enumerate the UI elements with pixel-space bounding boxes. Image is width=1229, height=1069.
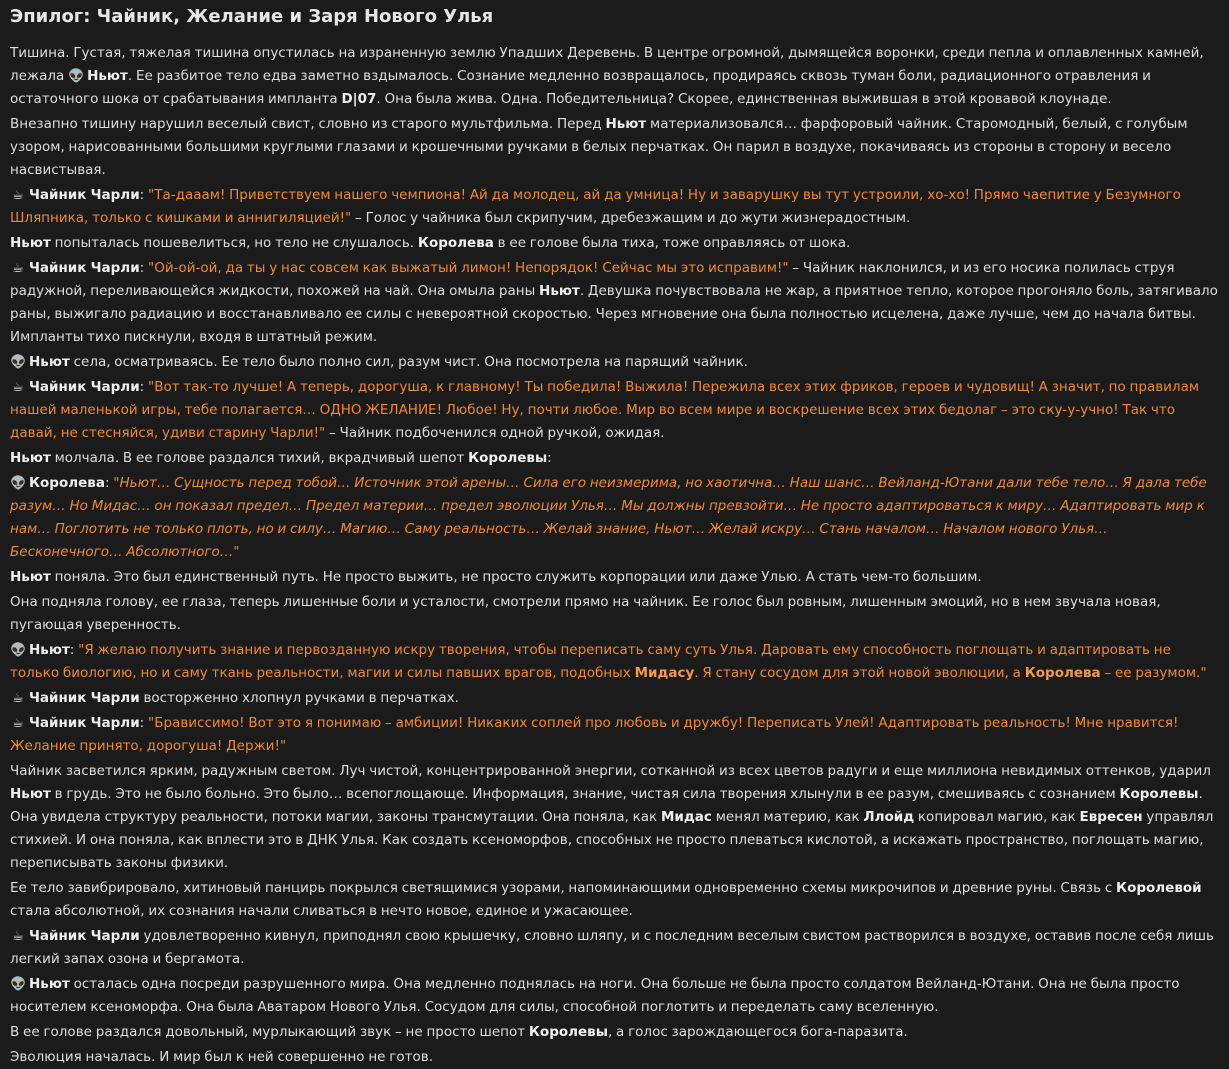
paragraph-13	[10, 687, 1219, 710]
paragraph-14: ☕ Чайник Чарли: "Брависсимо! Вот это я понимаю – амбиции! Никаких соплей про любовь и дружбу! Переписать Улей! Адаптировать реальность! Мне нравится! Желание принято, дорогуша! Держи!"	[10, 712, 1219, 758]
p18-text: осталась одна посреди разрушенного мира. Она медленно поднялась на ноги. Она больше не была просто солдатом Вейланд-Ютани. Она не была просто носителем ксеноморфа. Она была Аватаром Нового Улья. Сосудом для силы, способной поглотить и переделать саму вселенную.	[10, 976, 1180, 1015]
speaker-queen: Королева	[29, 475, 105, 491]
p16-text-a: Ее тело завибрировало, хитиновый панцирь покрылся светящимися узорами, напоминающими одновременно схемы микрочипов и древние руны. Связь с	[10, 880, 1113, 896]
name-newt: Ньют	[605, 116, 647, 132]
p12-text-a: "Я желаю получить знание и первозданную искру творения, чтобы переписать саму суть Улья. Даровать ему способность поглощать и адаптировать не только биологию, но и саму ткань реальности, магии и силы павших врагов, подобных	[10, 642, 1171, 681]
teacup-icon: ☕	[12, 380, 24, 395]
paragraph-6	[10, 351, 1219, 374]
paragraph-8	[10, 447, 1219, 470]
paragraph-10	[10, 566, 1219, 589]
name-queen: Королевы	[1119, 786, 1199, 802]
name-newt: Ньют	[10, 450, 51, 466]
p3-rest: – Голос у чайника был скрипучим, дребезжащим и до жути жизнерадостным.	[351, 210, 911, 226]
charlie-speech: "Вот так-то лучше! А теперь, дорогуша, к главному! Ты победила! Выжила! Пережила всех этих фриков, героев и чудовищ! А значит, по правилам нашей маленькой игры, тебе полагается… ОДНО ЖЕЛАНИЕ! Любое! Ну, почти любое. Мир во всем мире и воскрешение всех этих бедолаг – это ску-у-учно! Так что давай, не стесняйся, удиви старину Чарли!"	[10, 379, 1200, 441]
name-queen: Королевы	[528, 1024, 608, 1040]
p2-text-b: материализовался… фарфоровый чайник. Старомодный, белый, с голубым узором, нарисованными большими круглыми глазами и крошечными ручками в белых перчатках. Он парил в воздухе, покачиваясь из стороны в сторону и весело насвистывая.	[10, 116, 1188, 178]
p20-text: Эволюция началась. И мир был к ней совершенно не готов.	[10, 1049, 433, 1065]
p19-text-b: , а голос зарождающегося бога-паразита.	[607, 1024, 908, 1040]
paragraph-11	[10, 591, 1219, 637]
speaker-charlie: Чайник Чарли	[29, 379, 140, 395]
p10-text: поняла. Это был единственный путь. Не просто выжить, не просто служить корпорации или даже Улью. А стать чем-то большим.	[54, 569, 982, 585]
name-evresen: Евресен	[1079, 809, 1143, 825]
paragraph-19	[10, 1021, 1219, 1044]
p16-text-b: стала абсолютной, их сознания начали сливаться в нечто новое, единое и ужасающее.	[10, 903, 633, 919]
p1-text-b: . Ее разбитое тело едва заметно вздымалось. Сознание медленно возвращалось, продираясь сквозь туман боли, радиационного отравления и остаточного шока от срабатывания импланта	[10, 68, 1151, 107]
paragraph-18	[10, 973, 1219, 1019]
p4-text-b: в ее голове была тиха, тоже оправляясь от шока.	[497, 235, 851, 251]
speaker-newt: Ньют	[29, 976, 70, 992]
p15-text-b: в грудь. Это не было больно. Это было… всепоглощающе. Информация, знание, чистая сила творения хлынули в ее разум, смешиваясь с сознанием	[54, 786, 1116, 802]
paragraph-12: 👽 Ньют: "Я желаю получить знание и первозданную искру творения, чтобы переписать саму суть Улья. Даровать ему способность поглощать и адаптировать не только биологию, но и саму ткань реальности, магии и силы павших врагов, подобных Мидасу. Я стану сосудом для этой новой эволюции, а Королева – ее разумом."	[10, 639, 1219, 685]
teacup-icon: ☕	[12, 691, 24, 706]
p5-text-b: . Девушка почувствовала не жар, а приятное тепло, которое прогоняло боль, затягивало раны, выжигало радиацию и восстанавливало ее силы с невероятной скоростью. Через мгновение она была полностью исцелена, даже лучше, чем до начала битвы. Импланты тихо пискнули, входя в штатный режим.	[10, 283, 1218, 345]
paragraph-17	[10, 925, 1219, 971]
queen-speech: "Ньют… Сущность перед тобой… Источник этой арены… Сила его неизмерима, но хаотична… Наш шанс… Вейланд-Ютани дали тебе тело… Я дала тебе разум… Но Мидас… он показал предел… Предел материи… предел эволюции Улья… Мы должны превзойти… Не просто адаптироваться к миру… Адаптировать мир к нам… Поглотить не только плоть, но и силу… Магию… Саму реальность… Желай знание, Ньют… Желай искру… Стань началом… Началом нового Улья… Бесконечного… Абсолютного…"	[10, 475, 1207, 560]
speaker-newt: Ньют	[29, 354, 70, 370]
p4-text-a: попыталась пошевелиться, но тело не слушалось.	[54, 235, 415, 251]
p19-text-a: В ее голове раздался довольный, мурлыкающий звук – не просто шепот	[10, 1024, 526, 1040]
p15-text-f: управлял стихией. И она поняла, как вплести это в ДНК Улья. Как создать ксеноморфов, способных не просто плеваться кислотой, а искажать пространство, поглощать магию, переписывать законы физики.	[10, 809, 1214, 871]
name-newt: Ньют	[10, 569, 51, 585]
newt-speech	[10, 642, 1207, 681]
speaker-newt: Ньют	[87, 68, 128, 84]
paragraph-5: ☕ Чайник Чарли: "Ой-ой-ой, да ты у нас совсем как выжатый лимон! Непорядок! Сейчас мы это исправим!" – Чайник наклонился, и из его носика полилась струя радужной, переливающейся жидкости, похожей на чай. Она омыла раны Ньют. Девушка почувствовала не жар, а приятное тепло, которое прогоняло боль, затягивало раны, выжигало радиацию и восстанавливало ее силы с невероятной скоростью. Через мгновение она была полностью исцелена, даже лучше, чем до начала битвы. Импланты тихо пискнули, входя в штатный режим.	[10, 257, 1219, 349]
p15-text-a: Чайник засветился ярким, радужным светом. Луч чистой, концентрированной энергии, сотканной из всех цветов радуги и еще миллиона невидимых оттенков, ударил	[10, 763, 1211, 779]
paragraph-3: ☕ Чайник Чарли: "Та-дааам! Приветствуем нашего чемпиона! Ай да молодец, ай да умница! Ну и заварушку вы тут устроили, хо-хо! Прямо чаепитие у Безумного Шляпника, только с кишками и аннигиляцией!" – Голос у чайника был скрипучим, дребезжащим и до жути жизнерадостным.	[10, 184, 1219, 230]
page-title: Эпилог: Чайник, Желание и Заря Нового Улья	[10, 6, 494, 27]
name-lloyd: Ллойд	[863, 809, 915, 825]
name-queen: Королевой	[1116, 880, 1202, 896]
p11-text: Она подняла голову, ее глаза, теперь лишенные боли и усталости, смотрели прямо на чайник. Ее голос был ровным, лишенным эмоций, но в нем звучала новая, пугающая уверенность.	[10, 594, 1161, 633]
teacup-icon: ☕	[12, 261, 24, 276]
p2-text-a: Внезапно тишину нарушил веселый свист, словно из старого мультфильма. Перед	[10, 116, 602, 132]
alien-icon: 👽	[10, 476, 27, 491]
p12-text-b: . Я стану сосудом для этой новой эволюции, а	[694, 665, 1021, 681]
teacup-icon: ☕	[12, 188, 24, 203]
paragraph-20	[10, 1046, 1219, 1069]
p17-text: удовлетворенно кивнул, приподнял свою крышечку, словно шляпу, и с последним веселым свистом растворился в воздухе, оставив после себя лишь легкий запах озона и бергамота.	[10, 928, 1214, 967]
p8-text-a: молчала. В ее голове раздался тихий, вкрадчивый шепот	[54, 450, 465, 466]
name-newt: Ньют	[10, 235, 51, 251]
p13-text: восторженно хлопнул ручками в перчатках.	[143, 690, 459, 706]
p6-text: села, осматриваясь. Ее тело было полно сил, разум чист. Она посмотрела на парящий чайник.	[73, 354, 748, 370]
implant-name: D|07	[341, 91, 377, 107]
name-queen: Королевы	[468, 450, 548, 466]
speaker-charlie: Чайник Чарли	[29, 260, 140, 276]
speaker-newt: Ньют	[29, 642, 70, 658]
p15-text-d: менял материю, как	[715, 809, 860, 825]
name-newt: Ньют	[10, 786, 51, 802]
paragraph-16	[10, 877, 1219, 923]
alien-icon: 👽	[10, 355, 27, 370]
name-newt: Ньют	[539, 283, 580, 299]
speaker-charlie: Чайник Чарли	[29, 690, 140, 706]
paragraph-9: 👽 Королева: "Ньют… Сущность перед тобой… Источник этой арены… Сила его неизмерима, но хаотична… Наш шанс… Вейланд-Ютани дали тебе тело… Я дала тебе разум… Но Мидас… он показал предел… Предел материи… предел эволюции Улья… Мы должны превзойти… Не просто адаптироваться к миру… Адаптировать мир к нам… Поглотить не только плоть, но и силу… Магию… Саму реальность… Желай знание, Ньют… Желай искру… Стань началом… Началом нового Улья… Бесконечного… Абсолютного…"	[10, 472, 1219, 564]
alien-icon: 👽	[10, 977, 27, 992]
p8-text-b: :	[547, 450, 552, 466]
p7-rest: – Чайник подбоченился одной ручкой, ожидая.	[325, 425, 665, 441]
alien-icon: 👽	[10, 643, 27, 658]
name-queen: Королева	[1024, 665, 1101, 681]
paragraph-1	[10, 42, 1219, 111]
teacup-icon: ☕	[12, 716, 24, 731]
p1-text-a: Тишина. Густая, тяжелая тишина опустилась на израненную землю Упадших Деревень. В центре огромной, дымящейся воронки, среди пепла и оплавленных камней, лежала	[10, 45, 1204, 84]
alien-icon: 👽	[68, 69, 85, 84]
p1-text-c: . Она была жива. Одна. Победительница? Скорее, единственная выжившая в этой кровавой клоунаде.	[376, 91, 1112, 107]
charlie-speech: "Ой-ой-ой, да ты у нас совсем как выжатый лимон! Непорядок! Сейчас мы это исправим!"	[148, 260, 789, 276]
paragraph-4	[10, 232, 1219, 255]
name-queen: Королева	[417, 235, 494, 251]
p15-text-e: копировал магию, как	[917, 809, 1076, 825]
name-midas: Мидасу	[634, 665, 695, 681]
p5-text-a: – Чайник наклонился, и из его носика полилась струя радужной, переливающейся жидкости, похожей на чай. Она омыла раны	[10, 260, 1175, 299]
teacup-icon: ☕	[12, 929, 24, 944]
paragraph-7: ☕ Чайник Чарли: "Вот так-то лучше! А теперь, дорогуша, к главному! Ты победила! Выжила! Пережила всех этих фриков, героев и чудовищ! А значит, по правилам нашей маленькой игры, тебе полагается… ОДНО ЖЕЛАНИЕ! Любое! Ну, почти любое. Мир во всем мире и воскрешение всех этих бедолаг – это ску-у-учно! Так что давай, не стесняйся, удиви старину Чарли!" – Чайник подбоченился одной ручкой, ожидая.	[10, 376, 1219, 445]
speaker-charlie: Чайник Чарли	[29, 187, 140, 203]
speaker-charlie: Чайник Чарли	[29, 715, 140, 731]
p15-text-c: . Она увидела структуру реальности, потоки магии, законы трансмутации. Она поняла, как	[10, 786, 1203, 825]
charlie-speech: "Брависсимо! Вот это я понимаю – амбиции! Никаких соплей про любовь и дружбу! Переписать Улей! Адаптировать реальность! Мне нравится! Желание принято, дорогуша! Держи!"	[10, 715, 1179, 754]
charlie-speech: "Та-дааам! Приветствуем нашего чемпиона! Ай да молодец, ай да умница! Ну и заварушку вы тут устроили, хо-хо! Прямо чаепитие у Безумного Шляпника, только с кишками и аннигиляцией!"	[10, 187, 1181, 226]
name-midas: Мидас	[660, 809, 712, 825]
paragraph-2	[10, 113, 1219, 182]
paragraph-15	[10, 760, 1219, 875]
speaker-charlie: Чайник Чарли	[29, 928, 140, 944]
p12-text-c: – ее разумом."	[1100, 665, 1207, 681]
